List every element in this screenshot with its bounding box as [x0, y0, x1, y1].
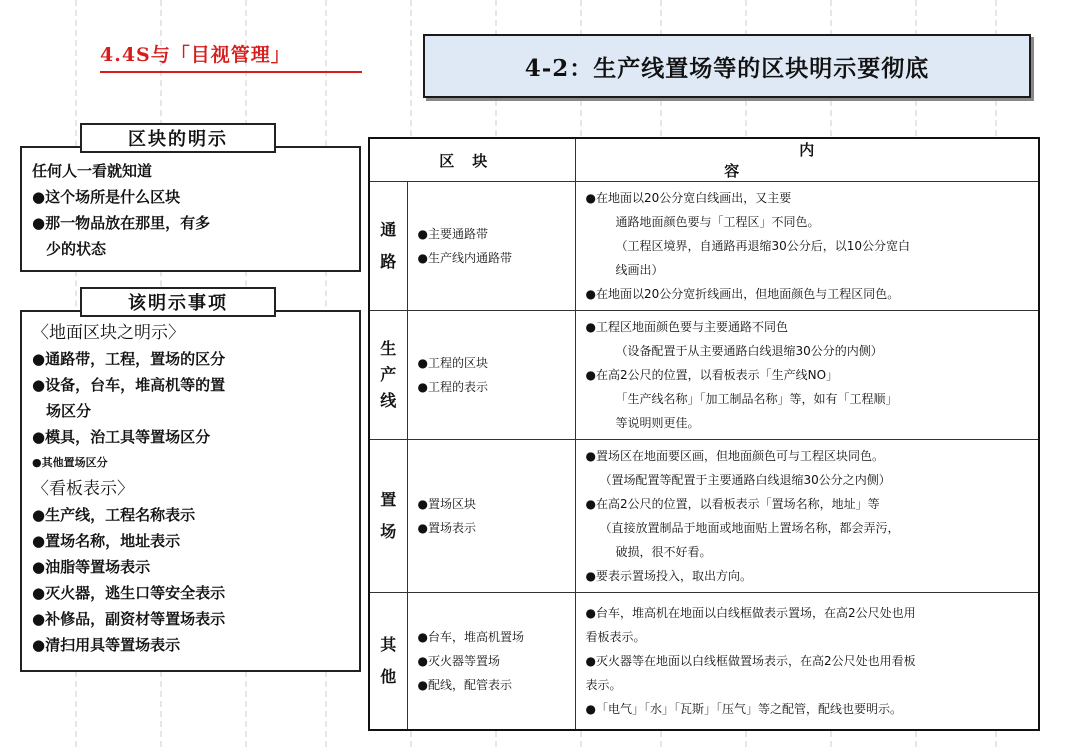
content-line: ●台车，堆高机在地面以白线框做表示置场，在高2公尺处也用 — [585, 605, 916, 620]
panel-line: ●那一物品放在那里，有多 — [32, 214, 211, 232]
panel-line: ●其他置场区分 — [32, 456, 108, 469]
content-cell — [575, 593, 1039, 730]
category-cell — [369, 182, 407, 311]
content-line: 破损，很不好看。 — [615, 545, 712, 559]
panel-line: ●设备，台车，堆高机等的置 — [32, 376, 226, 394]
category-char: 路 — [380, 252, 397, 271]
item-text: ●生产线内通路带 — [417, 251, 512, 265]
category-char: 其 — [380, 634, 397, 654]
content-line: 「生产线名称」「加工制品名称」等，如有「工程顺」 — [615, 392, 898, 406]
panel-subheading: 〈地面区块之明示〉 — [32, 323, 185, 343]
content-line: （工程区境界，自通路再退缩30公分后，以10公分宽白 — [615, 239, 911, 253]
content-cell — [575, 182, 1039, 311]
item-text: ●主要通路带 — [417, 227, 488, 241]
item-text: ●置场表示 — [417, 521, 476, 535]
panel-line: 场区分 — [46, 402, 92, 420]
content-line: ●在高2公尺的位置，以看板表示「置场名称，地址」等 — [585, 497, 880, 511]
content-line: ●工程区地面颜色要与主要通路不同色 — [585, 320, 788, 334]
content-line: ●在高2公尺的位置，以看板表示「生产线NO」 — [585, 368, 839, 382]
header-block: 区块 — [369, 138, 575, 182]
content-line: 通路地面颜色要与「工程区」不同色。 — [615, 215, 820, 229]
panel-line: ●灭火器，逃生口等安全表示 — [32, 584, 226, 602]
category-cell — [369, 440, 407, 593]
item-text: ●配线，配管表示 — [417, 677, 512, 692]
block-table — [368, 137, 1040, 731]
category-char: 生 — [380, 339, 397, 358]
item-text: ●灭火器等置场 — [417, 653, 500, 668]
table-row — [369, 311, 1039, 440]
panel-line: ●这个场所是什么区块 — [32, 188, 181, 206]
content-cell — [575, 440, 1039, 593]
block-definition-panel — [20, 146, 361, 272]
content-line: ●灭火器等在地面以白线框做置场表示，在高2公尺处也用看板 — [585, 653, 916, 668]
category-cell — [369, 311, 407, 440]
main-title: 4-2：生产线置场等的区块明示要彻底 — [423, 34, 1031, 98]
category-char: 线 — [380, 391, 397, 410]
content-line: 看板表示。 — [585, 629, 646, 644]
items-cell — [407, 440, 575, 593]
category-char: 通 — [380, 220, 397, 239]
item-text: ●工程的区块 — [417, 356, 488, 370]
category-char: 他 — [380, 666, 397, 686]
content-cell — [575, 311, 1039, 440]
item-text: ●置场区块 — [417, 497, 476, 511]
panel-line: ●清扫用具等置场表示 — [32, 636, 181, 654]
content-line: ●置场区在地面要区画，但地面颜色可与工程区块同色。 — [585, 449, 884, 463]
panel-line: 少的状态 — [46, 240, 107, 258]
items-cell — [407, 182, 575, 311]
content-line: ●在地面以20公分宽折线画出，但地面颜色与工程区同色。 — [585, 287, 900, 301]
content-line: （设备配置于从主要通路白线退缩30公分的内侧） — [615, 344, 883, 358]
section-title: 4.4S与「目视管理」 — [100, 40, 362, 73]
panel-subheading: 〈看板表示〉 — [32, 479, 134, 499]
content-line: （直接放置制品于地面或地面贴上置场名称，都会弄污， — [599, 521, 900, 535]
panel-line: 任何人一看就知道 — [32, 162, 153, 180]
category-cell — [369, 593, 407, 730]
display-items-panel — [20, 310, 361, 672]
items-cell — [407, 311, 575, 440]
content-line: （置场配置等配置于主要通路白线退缩30公分之内侧） — [599, 473, 891, 487]
table-row — [369, 182, 1039, 311]
content-line: 表示。 — [585, 677, 622, 692]
content-line: ●在地面以20公分宽白线画出，又主要 — [585, 191, 792, 205]
category-char: 置 — [380, 490, 397, 509]
table-header-row — [369, 138, 1039, 182]
item-text: ●工程的表示 — [417, 380, 488, 394]
display-items-label: 该明示事项 — [80, 287, 276, 317]
block-definition-label: 区块的明示 — [80, 123, 276, 153]
content-line: ●「电气」「水」「瓦斯」「压气」等之配管，配线也要明示。 — [585, 701, 902, 716]
panel-line: ●油脂等置场表示 — [32, 558, 151, 576]
panel-line: ●通路带，工程，置场的区分 — [32, 350, 226, 368]
category-char: 产 — [380, 365, 397, 384]
panel-line: ●模具，治工具等置场区分 — [32, 428, 211, 446]
header-content: 内容 — [575, 138, 1039, 182]
table-row — [369, 440, 1039, 593]
content-line: ●要表示置场投入，取出方向。 — [585, 569, 752, 583]
panel-line: ●补修品，副资材等置场表示 — [32, 610, 226, 628]
panel-line: ●置场名称，地址表示 — [32, 532, 181, 550]
items-cell — [407, 593, 575, 730]
panel-line: ●生产线，工程名称表示 — [32, 506, 196, 524]
table-row — [369, 593, 1039, 730]
content-line: 等说明则更佳。 — [615, 416, 700, 430]
item-text: ●台车，堆高机置场 — [417, 629, 524, 644]
content-line: 线画出） — [615, 263, 664, 277]
category-char: 场 — [380, 522, 397, 541]
